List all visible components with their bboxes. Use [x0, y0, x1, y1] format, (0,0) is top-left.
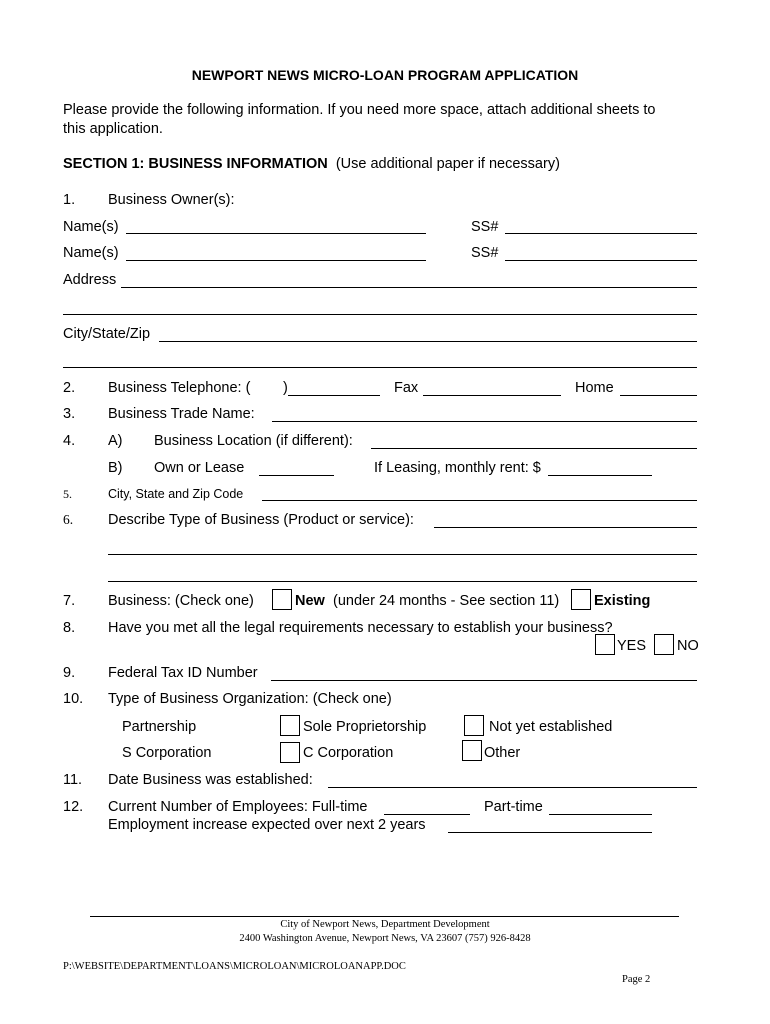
type-of-business-field[interactable] [434, 527, 697, 528]
q4-number: 4. [63, 433, 76, 449]
city-state-zip-code-label: City, State and Zip Code [108, 487, 244, 501]
tax-id-field[interactable] [271, 680, 697, 681]
ss-field-1[interactable] [505, 233, 697, 234]
ss-label-2: SS# [471, 245, 499, 261]
address-field[interactable] [121, 287, 697, 288]
type-of-business-field-2[interactable] [108, 554, 697, 555]
name-field-2[interactable] [126, 260, 426, 261]
city-state-zip-code-field[interactable] [262, 500, 697, 501]
c-corporation-checkbox[interactable] [280, 742, 300, 763]
new-label: New [295, 593, 325, 609]
yes-label: YES [617, 638, 647, 654]
s-corporation-label: S Corporation [122, 745, 212, 761]
page-number: Page 2 [622, 974, 651, 985]
q5-number: 5. [63, 487, 72, 501]
full-time-label: Current Number of Employees: Full-time [108, 799, 368, 815]
partnership-label: Partnership [122, 719, 197, 735]
existing-label: Existing [594, 593, 651, 609]
q9-number: 9. [63, 665, 76, 681]
organization-type-label: Type of Business Organization: (Check one) [108, 691, 392, 707]
trade-name-label: Business Trade Name: [108, 406, 255, 422]
section1-header [63, 157, 560, 172]
telephone-field[interactable] [288, 395, 380, 396]
no-checkbox[interactable] [654, 634, 674, 655]
sole-proprietorship-label: Sole Proprietorship [303, 719, 427, 735]
telephone-label: Business Telephone: ( [108, 380, 251, 396]
footer-rule [90, 916, 679, 917]
trade-name-field[interactable] [272, 421, 697, 422]
home-field[interactable] [620, 395, 697, 396]
date-established-field[interactable] [328, 787, 697, 788]
tax-id-label: Federal Tax ID Number [108, 665, 258, 681]
type-of-business-field-3[interactable] [108, 581, 697, 582]
part-time-label: Part-time [484, 799, 543, 815]
c-corporation-label: C Corporation [303, 745, 394, 761]
own-or-lease-label: Own or Lease [154, 460, 245, 476]
intro-line-1: Please provide the following information. If you need more space, attach additional sheets to [63, 102, 656, 118]
monthly-rent-field[interactable] [548, 475, 652, 476]
extra-line[interactable] [63, 367, 697, 368]
q3-number: 3. [63, 406, 76, 422]
new-checkbox[interactable] [272, 589, 292, 610]
q12-number: 12. [63, 799, 84, 815]
fax-field[interactable] [423, 395, 561, 396]
q4a-marker: A) [108, 433, 123, 449]
address-field-2[interactable] [63, 314, 697, 315]
not-yet-established-checkbox[interactable] [464, 715, 484, 736]
name-field-1[interactable] [126, 233, 426, 234]
ss-label-1: SS# [471, 219, 499, 235]
q6-number: 6. [63, 512, 74, 527]
q8-number: 8. [63, 620, 76, 636]
q10-number: 10. [63, 691, 84, 707]
q1-number: 1. [63, 192, 76, 208]
part-time-field[interactable] [549, 814, 652, 815]
footer-address: 2400 Washington Avenue, Newport News, VA 23607 (757) 926-8428 [239, 933, 531, 944]
section1-note: (Use additional paper if necessary) [335, 156, 560, 172]
telephone-paren: ) [283, 380, 288, 396]
city-state-zip-field[interactable] [159, 341, 697, 342]
date-established-label: Date Business was established: [108, 772, 313, 788]
q2-number: 2. [63, 380, 76, 396]
other-label: Other [484, 745, 521, 761]
business-location-label: Business Location (if different): [154, 433, 353, 449]
employment-increase-field[interactable] [448, 832, 652, 833]
q7-number: 7. [63, 593, 76, 609]
address-label: Address [63, 272, 117, 288]
business-check-label: Business: (Check one) [108, 593, 254, 609]
sole-proprietorship-checkbox[interactable] [280, 715, 300, 736]
new-note: (under 24 months - See section 11) [333, 593, 560, 609]
footer-org: City of Newport News, Department Development [280, 919, 490, 930]
name-label-2: Name(s) [63, 245, 119, 261]
business-location-field[interactable] [371, 448, 697, 449]
q11-number: 11. [63, 772, 83, 788]
section1-heading: SECTION 1: BUSINESS INFORMATION [63, 156, 328, 172]
q1-label: Business Owner(s): [108, 192, 235, 208]
legal-requirements-label: Have you met all the legal requirements necessary to establish your business? [108, 620, 613, 636]
intro-line-2: this application. [63, 121, 163, 137]
monthly-rent-label: If Leasing, monthly rent: $ [374, 460, 541, 476]
other-checkbox[interactable] [462, 740, 482, 761]
no-label: NO [677, 638, 699, 654]
footer-file-path: P:\WEBSITE\DEPARTMENT\LOANS\MICROLOAN\MICROLOANAPP.DOC [63, 961, 406, 972]
name-label-1: Name(s) [63, 219, 119, 235]
home-label: Home [575, 380, 614, 396]
full-time-field[interactable] [384, 814, 470, 815]
own-or-lease-field[interactable] [259, 475, 334, 476]
fax-label: Fax [394, 380, 419, 396]
q4b-marker: B) [108, 460, 123, 476]
not-yet-established-label: Not yet established [489, 719, 613, 735]
type-of-business-label: Describe Type of Business (Product or service): [108, 512, 414, 528]
city-state-zip-label: City/State/Zip [63, 326, 151, 342]
ss-field-2[interactable] [505, 260, 697, 261]
form-title: NEWPORT NEWS MICRO-LOAN PROGRAM APPLICATION [191, 67, 579, 83]
yes-checkbox[interactable] [595, 634, 615, 655]
existing-checkbox[interactable] [571, 589, 591, 610]
employment-increase-label: Employment increase expected over next 2 years [108, 817, 426, 833]
